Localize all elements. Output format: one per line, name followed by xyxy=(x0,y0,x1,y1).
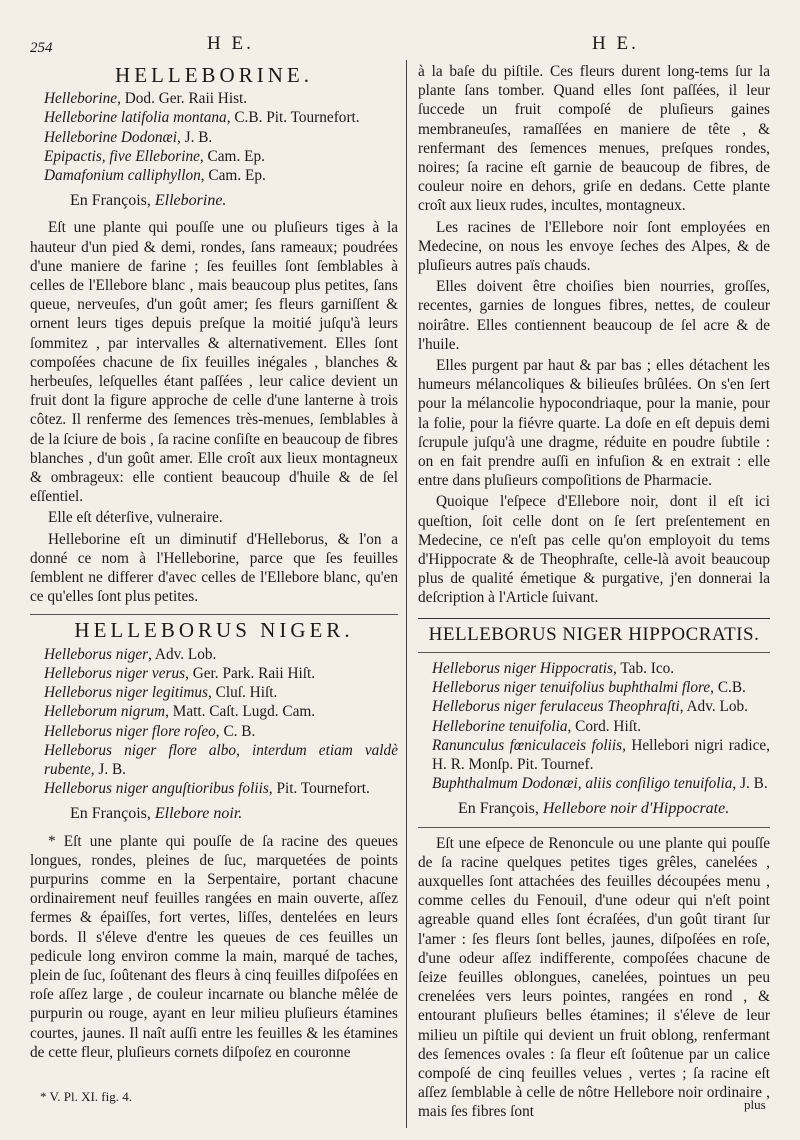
synonym-line: Helleborus niger flore roſeo, C. B. xyxy=(44,722,256,740)
synonym-line: Helleborus niger Hippocratis, Tab. Ico. xyxy=(432,659,675,677)
synonym-line: Helleborus niger, Adv. Lob. xyxy=(44,645,217,663)
paragraph: Les racines de l'Ellebore noir ſont employées en Medecine, on nous les envoye ſeches des Alpes, & de pluſieurs autres païs chauds. xyxy=(418,218,770,275)
synonym-line: Helleborus niger tenuifolius buphthalmi flore, C.B. xyxy=(432,679,746,697)
section-rule xyxy=(418,618,770,619)
paragraph: Eſt une plante qui pouſſe une ou pluſieurs tiges à la hauteur d'un pied & demi, rondes, ſans rameaux; poudrées d'une maniere de farine ; ſes feuilles ſont ſemblables à celles de l'Ellebore blanc , mais beaucoup plus petites, ſans queue, nerveuſes, d'un goût amer; ſes fleurs garniſſent & ornent leurs tiges depuis preſque la moitié juſqu'à leurs ſommitez , par intervalles & alternativement. Elles ſont compoſées chacune de ſix feuilles inégales , blanches & herbeuſes, leſquelles étant paſſées , leur calice devient un fruit dont la figure approche de celle d'une lanterne à trois côtez. Il renferme des ſemences très-menues, ſemblables à de la ſciure de bois , ſa racine conſiſte en beaucoup de fibres blanches , d'un goût amer. Elle croît aux lieux montagneux & ombrageux: elle contient beaucoup d'huile & de ſel eſſentiel. xyxy=(30,219,398,506)
synonym-list-helleborus-niger xyxy=(30,645,398,799)
paragraph: Quoique l'eſpece d'Ellebore noir, dont il eſt ici queſtion, ſoit celle dont on ſe ſert preſentement en Medecine, ce n'eſt pas celle qu'on employoit du tems d'Hippocrate & de Theophraſte, celle-là avoit beaucoup plus de qualité émetique & purgative, j'en donnerai la deſcription à l'Article ſuivant. xyxy=(418,493,770,607)
paragraph: Helleborine eſt un diminutif d'Helleborus, & l'on a donné ce nom à l'Helleborine, parce que ſes feuilles ſemblent ne differer d'avec celles de l'Ellebore blanc, qu'en ce qu'elles ſont plus petites. xyxy=(30,530,398,606)
right-column xyxy=(418,62,770,1124)
synonym-line: Helleborus niger anguſtioribus foliis, Pit. Tournefort. xyxy=(44,780,370,798)
paragraph: Elle eſt déterſive, vulneraire. xyxy=(48,509,223,527)
synonym-line: Helleborum nigrum, Matt. Caſt. Lugd. Cam. xyxy=(44,703,316,721)
paragraph: Eſt une eſpece de Renoncule ou une plante qui pouſſe de ſa racine quelques petites tiges grêles, canelées , auxquelles ſont attachées des feuilles découpées menu , comme celles du Fenouil, d'une odeur qui n'eſt point agreable quand elles ſont écraſées, d'un goût tirant ſur l'amer : ſes fleurs ſont belles, jaunes, diſpoſées en roſe, d'une odeur aſſez indifferente, compoſées chacune de ſeize feuilles oblongues, canelées, pointues un peu crenelées vers leurs pointes, rangées en rond , & entourant pluſieurs belles étamines; il s'éleve de leur milieu un piſtile qui devient un fruit oblong, renfermant des ſemences ovales : ſa fleur eſt ſoûtenue par un calice compoſé de cinq feuilles velues , vertes ; ſa racine eſt aſſez ſemblable à celle de nôtre Hellebore noir ordinaire , mais ſes fibres ſont xyxy=(418,834,770,1121)
catchword: plus xyxy=(744,1097,766,1112)
synonym-line: Helleborine, Dod. Ger. Raii Hist. xyxy=(44,90,248,108)
section-rule xyxy=(30,614,398,615)
section-rule xyxy=(418,827,770,828)
footnote: * V. Pl. XI. fig. 4. xyxy=(40,1089,132,1104)
entry-title-helleborus-niger-hippocratis: HELLEBORUS NIGER HIPPOCRATIS. xyxy=(428,623,760,645)
left-column xyxy=(30,62,398,1064)
paragraph: à la baſe du piſtile. Ces fleurs durent long-tems ſur la plante ſans tomber. Quand elles ſont paſſées, il leur ſuccede un fruit compoſé de pluſieurs gaines membraneuſes, ramaſſées en maniere de tête , & renfermant des ſemences menues, preſques rondes, noires; ſa racine eſt garnie de beaucoup de fibres, de couleur noire en dehors, griſe en dedans. Cette plante croît aux lieux rudes, incultes, montagneux. xyxy=(418,63,770,215)
section-rule xyxy=(418,652,770,653)
french-name-ellebore-noir: En François, Ellebore noir. xyxy=(70,805,243,823)
synonym-list-hippocratis xyxy=(418,659,770,793)
running-head-left: H E. xyxy=(207,33,254,54)
french-name-hippocrate: En François, Hellebore noir d'Hippocrate. xyxy=(458,800,730,818)
synonym-line: Helleborus niger verus, Ger. Park. Raii Hiſt. xyxy=(44,664,316,682)
synonym-line: Helleborus niger legitimus, Cluſ. Hiſt. xyxy=(44,684,278,702)
paragraph: * Eſt une plante qui pouſſe de ſa racine des queues longues, rondes, pleines de ſuc, marquetées de points purpurins comme en la Serpentaire, portant chacune ordinairement neuf feuilles rangées en main ouverte, aſſez fermes & épaiſſes, fort vertes, liſſes, dentelées en leurs bords. Il s'éleve d'entre les queues de ces feuilles un pedicule long environ comme la main, marqué de taches, plein de ſuc, ſoûtenant des fleurs à cinq feuilles diſpoſées en roſe aſſez large , de couleur incarnate ou blanche mêlée de purpurin ou rouge, ayant en leur milieu pluſieurs étamines courtes, jaunes. Il naît auſſi entre les feuilles & les étamines de cette fleur, pluſieurs cornets diſpoſez en couronne xyxy=(30,832,398,1061)
synonym-line: Helleborus niger ferulaceus Theophraſti, Adv. Lob. xyxy=(432,698,748,716)
synonym-line: Helleborine Dodonæi, J. B. xyxy=(44,128,213,146)
running-head-right: H E. xyxy=(592,33,639,54)
entry-title-helleborus-niger: HELLEBORUS NIGER. xyxy=(74,618,354,643)
synonym-list-helleborine xyxy=(30,89,398,185)
french-name-helleborine: En François, Elleborine. xyxy=(70,192,227,210)
column-divider xyxy=(406,60,407,1128)
paragraph: Elles doivent être choiſies bien nourries, groſſes, recentes, garnies de longues fibres, nettes, de couleur noirâtre. Elles contiennent beaucoup de ſel acre & de l'huile. xyxy=(418,278,770,353)
synonym-line: Ranunculus fœniculaceis foliis, Hellebori nigri radice, H. R. Monſp. Pit. Tournef. xyxy=(432,736,770,773)
entry-title-helleborine: HELLEBORINE. xyxy=(115,63,313,87)
synonym-line: Helleborine tenuifolia, Cord. Hiſt. xyxy=(432,717,642,735)
synonym-line: Helleborine latifolia montana, C.B. Pit. Tournefort. xyxy=(44,109,360,127)
synonym-line: Damafonium calliphyllon, Cam. Ep. xyxy=(44,167,266,185)
paragraph: Elles purgent par haut & par bas ; elles détachent les humeurs mélancoliques & bilieuſes brûlées. On s'en ſert pour la mélancolie hypocondriaque, pour la manie, pour la folie, pour la fiévre quarte. La doſe en eſt depuis demi ſcrupule juſqu'à une dragme, réduite en poudre ſubtile : on en fait prendre auſſi en infuſion & en extrait : elle entre dans pluſieurs compoſitions de Pharmacie. xyxy=(418,357,770,490)
synonym-line: Buphthalmum Dodonæi, aliis conſiligo tenuifolia, J. B. xyxy=(432,775,768,793)
page-number: 254 xyxy=(30,40,53,56)
synonym-line: Epipactis, five Elleborine, Cam. Ep. xyxy=(44,147,265,165)
synonym-line: Helleborus niger flore albo, interdum etiam valdè rubente, J. B. xyxy=(44,741,398,778)
